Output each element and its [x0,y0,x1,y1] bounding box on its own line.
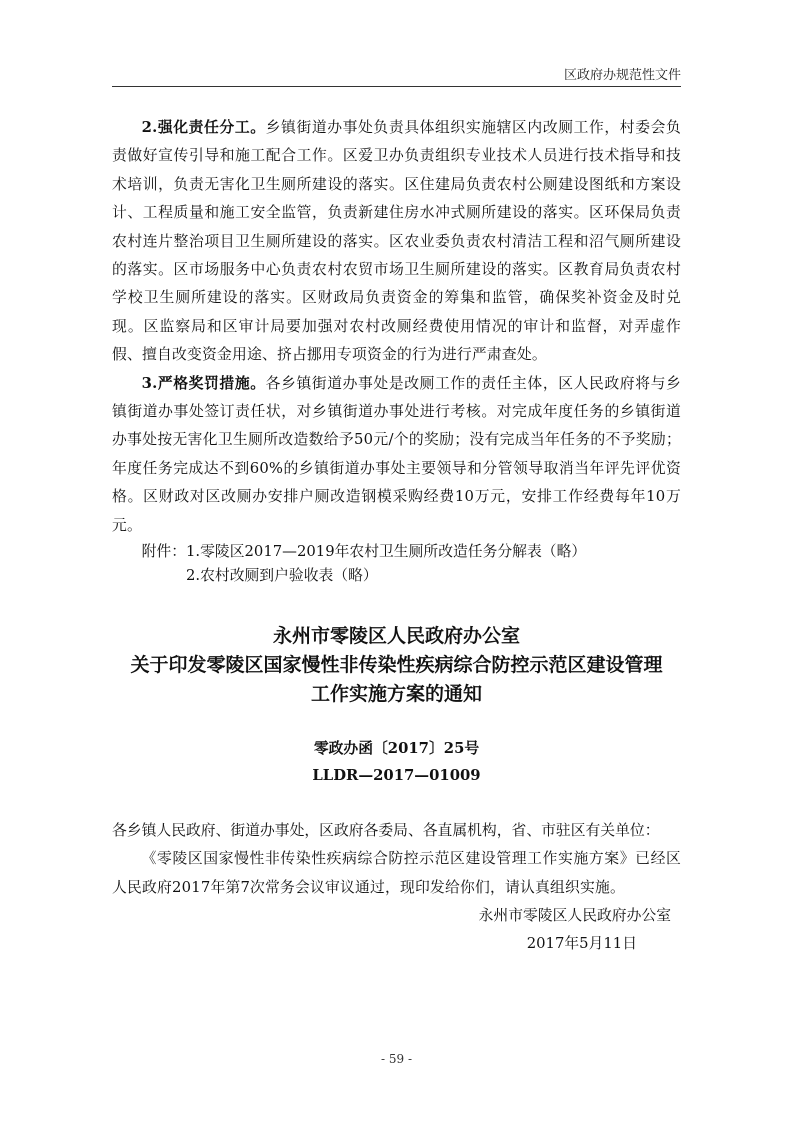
paragraph-rewards [112,370,681,540]
attachment-label: 附件： [141,543,186,561]
document-number-block [112,735,681,789]
notice-title-line-2: 关于印发零陵区国家慢性非传染性疾病综合防控示范区建设管理 [130,654,663,677]
paragraph-text: 乡镇街道办事处负责具体组织实施辖区内改厕工作，村委会负责做好宣传引导和施工配合工作。区爱卫办负责组织专业技术人员进行技术指导和技术培训，负责无害化卫生厕所建设的落实。区住建局负责农村公厕建设图纸和方案设计、工程质量和施工安全监管，负责新建住房水冲式厕所建设的落实。区环保局负责农村连片整治项目卫生厕所建设的落实。区农业委负责农村清洁工程和沼气厕所建设的落实。区市场服务中心负责农村农贸市场卫生厕所建设的落实。区教育局负责农村学校卫生厕所建设的落实。区财政局负责资金的筹集和监管，确保奖补资金及时兑现。区监察局和区审计局要加强对农村改厕经费使用情况的审计和监督，对弄虚作假、擅自改变资金用途、挤占挪用专项资金的行为进行严肃查处。 [112,119,682,364]
registration-number: LLDR—2017—01009 [312,767,481,785]
notice-title [112,622,681,709]
attachment-1 [112,540,681,564]
header-rule [112,86,681,87]
document-number: 零政办函〔2017〕25号 [313,740,480,758]
page-number: - 59 - [380,1052,412,1066]
signature-date: 2017年5月11日 [526,934,637,952]
attachment-2-text: 2.农村改厕到户验收表（略） [186,567,378,585]
signature-organization: 永州市零陵区人民政府办公室 [478,906,671,924]
paragraph-lead: 2.强化责任分工。 [141,119,266,136]
paragraph-responsibility [112,114,681,370]
paragraph-text: 各乡镇街道办事处是改厕工作的责任主体，区人民政府将与乡镇街道办事处签订责任状，对乡镇街道办事处进行考核。对完成年度任务的乡镇街道办事处按无害化卫生厕所改造数给予50元/个的奖励；没有完成当年任务的不予奖励；年度任务完成达不到60%的乡镇街道办事处主要领导和分管领导取消当年评先评优资格。区财政对区改厕办安排户厕改造钢模采购经费10万元，安排工作经费每年10万元。 [112,374,682,534]
notice-title-line-1: 永州市零陵区人民政府办公室 [272,625,520,648]
attachment-1-text: 1.零陵区2017—2019年农村卫生厕所改造任务分解表（略） [186,543,587,561]
attachment-2 [112,564,681,588]
addressee: 各乡镇人民政府、街道办事处，区政府各委局、各直属机构，省、市驻区有关单位： [112,822,660,840]
paragraph-lead: 3.严格奖罚措施。 [141,374,266,392]
running-header: 区政府办规范性文件 [563,68,681,83]
notice-title-line-3: 工作实施方案的通知 [310,683,482,706]
notice-body: 《零陵区国家慢性非传染性疾病综合防控示范区建设管理工作实施方案》已经区人民政府2017年第7次常务会议审议通过，现印发给你们，请认真组织实施。 [112,850,681,896]
document-body [112,114,681,958]
